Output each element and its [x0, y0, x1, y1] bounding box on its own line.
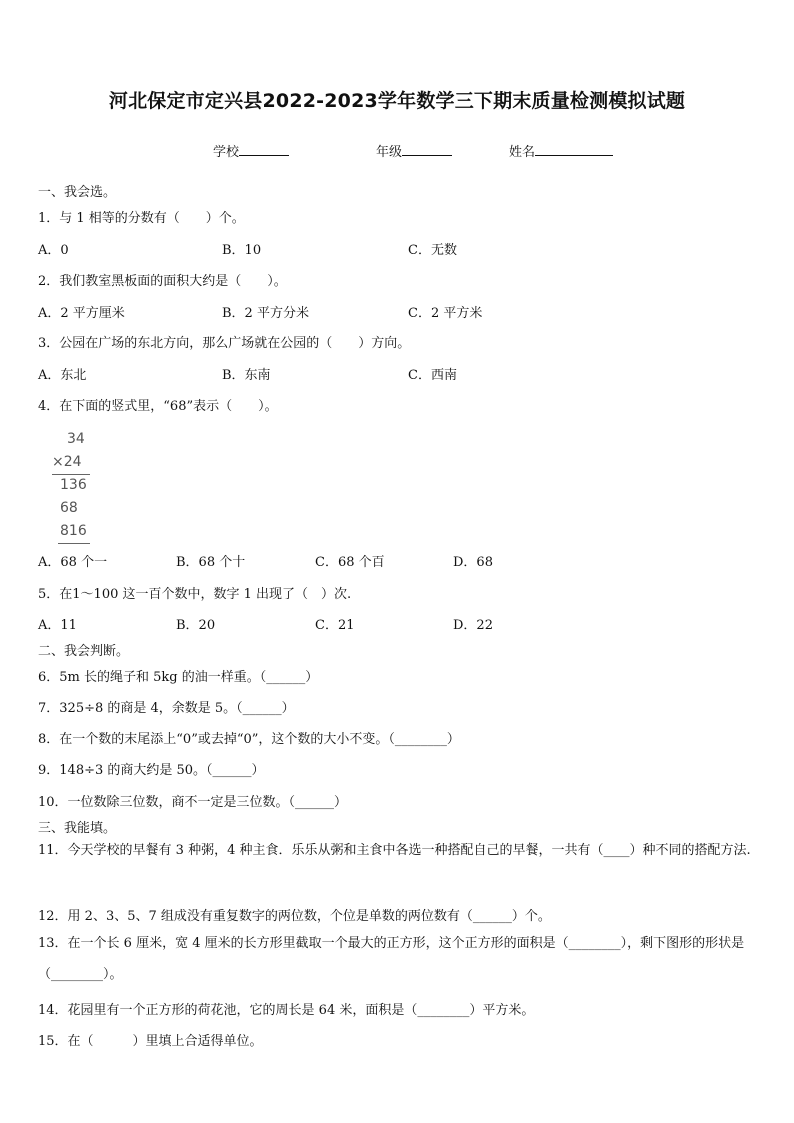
q2-option-a[interactable]: A．2 平方厘米 — [38, 306, 125, 321]
page-title: 河北保定市定兴县2022-2023学年数学三下期末质量检测模拟试题 — [108, 90, 686, 112]
q1-option-a[interactable]: A．0 — [38, 243, 69, 258]
question-7[interactable]: 7．325÷8 的商是 4，余数是 5。（______） — [38, 701, 295, 716]
calc-multiplier: ×24 — [52, 454, 82, 470]
q1-option-c[interactable]: C．无数 — [408, 243, 457, 258]
q5-option-b[interactable]: B．20 — [176, 618, 216, 633]
q5-option-a[interactable]: A．11 — [38, 618, 77, 633]
q2-option-c[interactable]: C．2 平方米 — [408, 306, 483, 321]
calc-partial-1: 136 — [60, 477, 87, 493]
school-blank[interactable] — [239, 143, 289, 156]
section-heading-fill: 三、我能填。 — [38, 821, 117, 836]
q4-option-b[interactable]: B．68 个十 — [176, 555, 246, 570]
question-15[interactable]: 15．在（ ）里填上合适得单位。 — [38, 1034, 263, 1049]
q3-option-b[interactable]: B．东南 — [222, 368, 271, 383]
q5-option-d[interactable]: D．22 — [453, 618, 493, 633]
question-10[interactable]: 10．一位数除三位数，商不一定是三位数。（______） — [38, 795, 348, 810]
calc-product: 816 — [60, 523, 87, 539]
q2-option-b[interactable]: B．2 平方分米 — [222, 306, 309, 321]
q5-option-c[interactable]: C．21 — [315, 618, 355, 633]
question-3: 3．公园在广场的东北方向，那么广场就在公园的（ ）方向。 — [38, 336, 411, 351]
section-heading-judge: 二、我会判断。 — [38, 644, 130, 659]
calc-rule-bottom — [58, 543, 90, 544]
name-blank[interactable] — [535, 143, 613, 156]
question-5: 5．在1～100 这一百个数中，数字 1 出现了（ ）次. — [38, 587, 352, 602]
question-11[interactable]: 11．今天学校的早餐有 3 种粥，4 种主食．乐乐从粥和主食中各选一种搭配自己的早餐，一共有（____）种不同的搭配方法. — [38, 843, 751, 858]
q1-option-b[interactable]: B．10 — [222, 243, 262, 258]
question-8[interactable]: 8．在一个数的末尾添上“0”或去掉“0”，这个数的大小不变。（________） — [38, 732, 460, 747]
school-label: 学校 — [213, 145, 240, 160]
question-9[interactable]: 9．148÷3 的商大约是 50。（______） — [38, 763, 265, 778]
question-6[interactable]: 6．5m 长的绳子和 5kg 的油一样重。（______） — [38, 670, 319, 685]
vertical-multiplication — [52, 428, 112, 543]
question-1: 1．与 1 相等的分数有（ ）个。 — [38, 211, 245, 226]
question-4: 4．在下面的竖式里，“68”表示（ ）。 — [38, 399, 278, 414]
grade-blank[interactable] — [402, 143, 452, 156]
q3-option-a[interactable]: A．东北 — [38, 368, 87, 383]
name-field — [509, 141, 613, 160]
school-field — [213, 141, 289, 160]
section-heading-choice: 一、我会选。 — [38, 185, 117, 200]
question-13[interactable]: 13．在一个长 6 厘米，宽 4 厘米的长方形里截取一个最大的正方形，这个正方形的面积是（________），剩下图形的形状是（________）。 — [38, 936, 745, 982]
question-2: 2．我们教室黑板面的面积大约是（ ）。 — [38, 274, 287, 289]
name-label: 姓名 — [509, 145, 536, 160]
grade-label: 年级 — [376, 145, 403, 160]
q4-option-a[interactable]: A．68 个一 — [38, 555, 108, 570]
calc-partial-2: 68 — [60, 500, 78, 516]
grade-field — [376, 141, 452, 160]
q3-option-c[interactable]: C．西南 — [408, 368, 457, 383]
question-14[interactable]: 14．花园里有一个正方形的荷花池，它的周长是 64 米，面积是（________）平方米。 — [38, 1003, 535, 1018]
q4-option-d[interactable]: D．68 — [453, 555, 493, 570]
calc-multiplicand: 34 — [67, 431, 85, 447]
question-12[interactable]: 12．用 2、3、5、7 组成没有重复数字的两位数，个位是单数的两位数有（______）个。 — [38, 909, 551, 924]
q4-option-c[interactable]: C．68 个百 — [315, 555, 385, 570]
calc-rule-top — [52, 474, 90, 475]
